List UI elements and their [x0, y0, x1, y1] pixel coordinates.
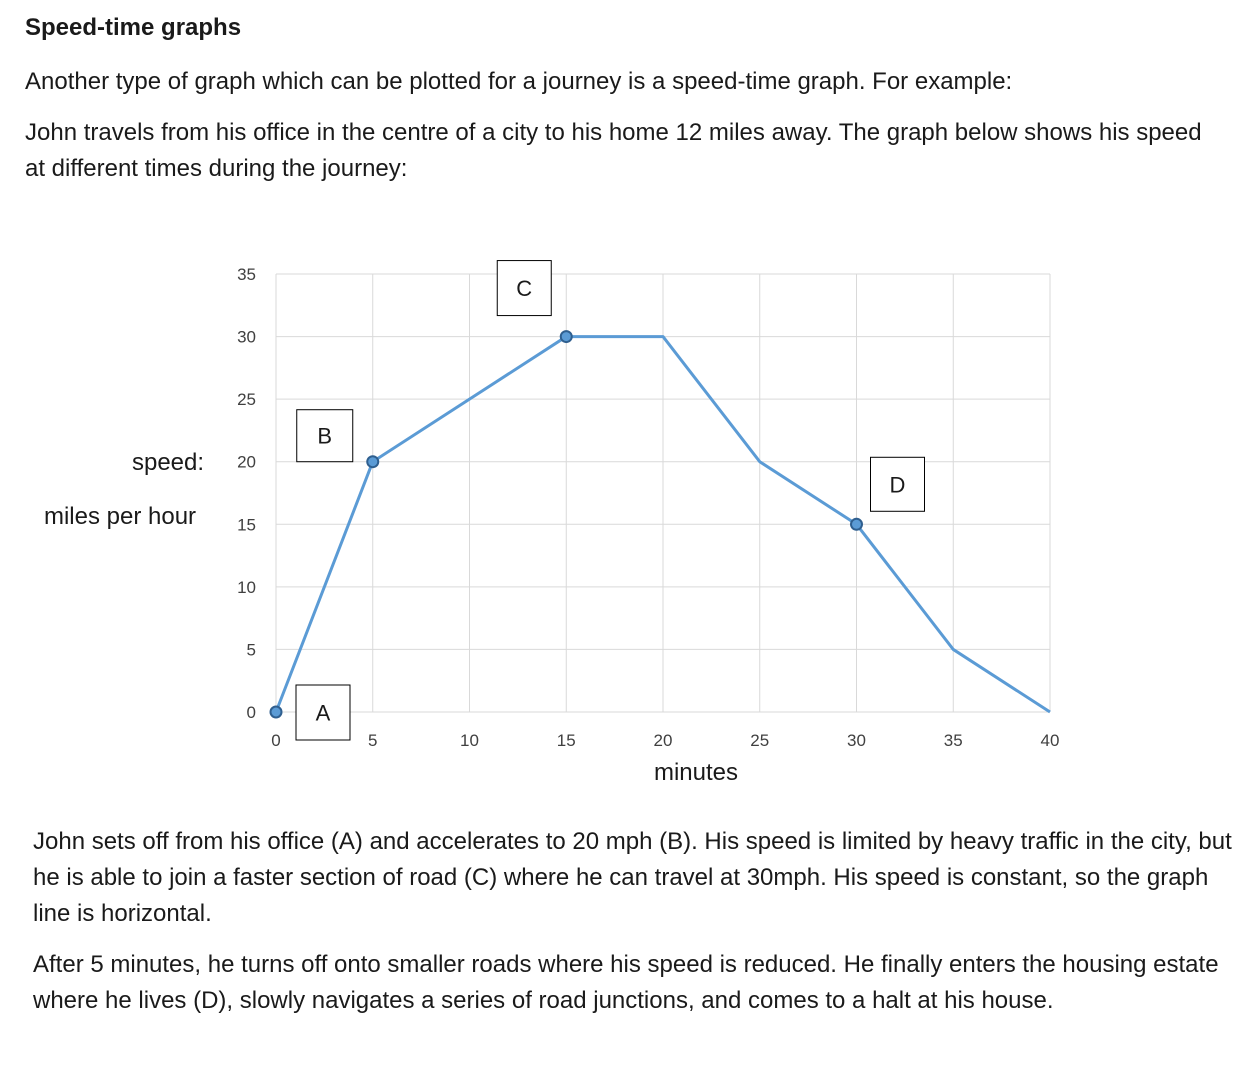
description-paragraph-1: John sets off from his office (A) and accelerates to 20 mph (B). His speed is limited by heavy traffic in the city, but he is able to join a faster section of road (C) where he can travel at 30mph. His speed is constant, so the graph line is horizontal. — [33, 828, 1232, 927]
y-tick-label: 35 — [237, 265, 256, 284]
x-tick-label: 35 — [943, 731, 963, 750]
y-tick-label: 25 — [237, 390, 256, 410]
y-tick-label: 10 — [237, 577, 256, 597]
x-tick-label: 5 — [368, 731, 378, 750]
chart-annotations — [296, 261, 925, 740]
annotation-label: B — [317, 423, 333, 449]
y-tick-label: 5 — [246, 640, 256, 660]
speed-time-chart — [0, 230, 1251, 810]
y-tick-label: 15 — [237, 515, 256, 535]
x-tick-label: 0 — [271, 731, 281, 750]
annotation-label: C — [516, 276, 533, 302]
y-tick-label: 0 — [246, 703, 256, 722]
page-title: Speed-time graphs — [25, 14, 242, 41]
data-point-marker — [367, 456, 378, 467]
context-paragraph: John travels from his office in the centre of a city to his home 12 miles away. The graph below shows his speed at different times during the journey: — [25, 119, 1202, 182]
x-tick-label: 30 — [847, 731, 866, 750]
description-paragraph-2: After 5 minutes, he turns off onto smaller roads where his speed is reduced. He finally enters the housing estate where he lives (D), slowly navigates a series of road junctions, and comes to a halt at his house. — [33, 951, 1219, 1014]
annotation-label: D — [889, 472, 906, 498]
y-tick-label: 20 — [237, 452, 256, 472]
x-tick-label: 40 — [1040, 731, 1060, 750]
x-tick-label: 20 — [653, 731, 673, 750]
y-axis-title-line1: speed: — [131, 449, 205, 476]
x-tick-label: 25 — [750, 731, 770, 750]
data-point-marker — [271, 707, 282, 718]
data-point-marker — [561, 331, 572, 342]
data-point-marker — [851, 519, 862, 530]
y-tick-label: 30 — [237, 327, 256, 347]
annotation-label: A — [315, 700, 331, 726]
chart-grid — [276, 274, 1050, 712]
x-tick-label: 15 — [556, 731, 576, 750]
x-tick-label: 10 — [460, 731, 479, 750]
x-axis-title: minutes — [653, 759, 739, 786]
y-axis-title-line2: miles per hour — [43, 503, 197, 530]
intro-paragraph: Another type of graph which can be plotted for a journey is a speed-time graph. For example: — [25, 68, 1013, 95]
